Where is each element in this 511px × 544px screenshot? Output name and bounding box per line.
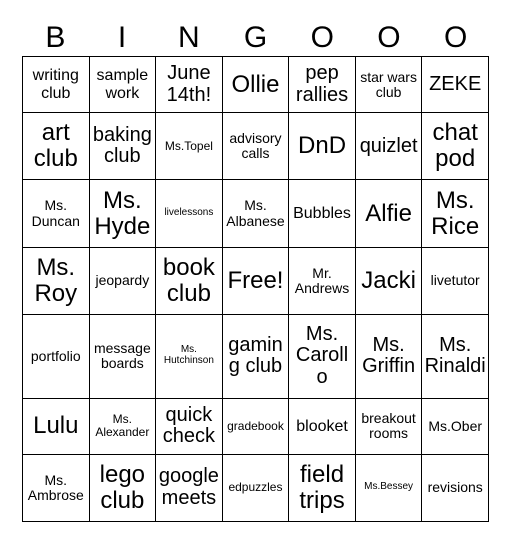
- bingo-cell: star wars club: [355, 57, 422, 113]
- bingo-cell: Ms. Hyde: [89, 180, 156, 247]
- board-row: [23, 113, 489, 180]
- header-letter-o-1: O: [310, 21, 334, 54]
- header-letter-n: N: [177, 21, 200, 54]
- bingo-cell: art club: [23, 113, 90, 180]
- bingo-cell: quick check: [156, 398, 223, 454]
- board-row: [23, 180, 489, 247]
- bingo-cell: blooket: [289, 398, 356, 454]
- bingo-cell: Mr. Andrews: [289, 247, 356, 314]
- header-letter-i: I: [117, 21, 127, 54]
- bingo-cell: sample work: [89, 57, 156, 113]
- bingo-cell: Lulu: [23, 398, 90, 454]
- bingo-cell: book club: [156, 247, 223, 314]
- bingo-cell: google meets: [156, 454, 223, 521]
- bingo-cell: Ms. Carollo: [289, 314, 356, 398]
- bingo-cell: field trips: [289, 454, 356, 521]
- bingo-cell: Ollie: [222, 57, 289, 113]
- bingo-cell: Ms. Rinaldi: [422, 314, 489, 398]
- bingo-cell: gradebook: [222, 398, 289, 454]
- bingo-cell: lego club: [89, 454, 156, 521]
- bingo-cell: DnD: [289, 113, 356, 180]
- header-letter-o-2: O: [377, 21, 401, 54]
- bingo-cell: Ms. Roy: [23, 247, 90, 314]
- board-row: [23, 314, 489, 398]
- bingo-cell: Ms. Ambrose: [23, 454, 90, 521]
- bingo-cell: Ms.Ober: [422, 398, 489, 454]
- bingo-cell: pep rallies: [289, 57, 356, 113]
- bingo-cell: writing club: [23, 57, 90, 113]
- bingo-cell: ZEKE: [422, 57, 489, 113]
- bingo-header: [22, 18, 489, 58]
- bingo-cell: message boards: [89, 314, 156, 398]
- bingo-cell free-space: Free!: [222, 247, 289, 314]
- bingo-cell: Ms.Topel: [156, 113, 223, 180]
- bingo-cell: quizlet: [355, 113, 422, 180]
- bingo-cell: breakout rooms: [355, 398, 422, 454]
- header-letter-b: B: [45, 21, 66, 54]
- bingo-cell: portfolio: [23, 314, 90, 398]
- bingo-board: [22, 56, 489, 522]
- bingo-cell: livetutor: [422, 247, 489, 314]
- bingo-cell: revisions: [422, 454, 489, 521]
- header-letter-o-3: O: [444, 21, 468, 54]
- bingo-cell: June 14th!: [156, 57, 223, 113]
- bingo-cell: advisory calls: [222, 113, 289, 180]
- board-row: [23, 454, 489, 521]
- bingo-cell: Ms. Alexander: [89, 398, 156, 454]
- bingo-cell: Ms. Hutchinson: [156, 314, 223, 398]
- header-letter-g: G: [243, 21, 268, 54]
- bingo-cell: baking club: [89, 113, 156, 180]
- bingo-cell: gaming club: [222, 314, 289, 398]
- bingo-cell: Ms. Duncan: [23, 180, 90, 247]
- bingo-cell: Ms. Griffin: [355, 314, 422, 398]
- bingo-cell: Ms.Bessey: [355, 454, 422, 521]
- bingo-cell: Alfie: [355, 180, 422, 247]
- bingo-cell: Jacki: [355, 247, 422, 314]
- bingo-cell: livelessons: [156, 180, 223, 247]
- board-row: [23, 398, 489, 454]
- bingo-cell: chat pod: [422, 113, 489, 180]
- bingo-cell: Ms. Albanese: [222, 180, 289, 247]
- board-row: [23, 57, 489, 113]
- board-row: [23, 247, 489, 314]
- bingo-cell: edpuzzles: [222, 454, 289, 521]
- bingo-cell: jeopardy: [89, 247, 156, 314]
- bingo-cell: Bubbles: [289, 180, 356, 247]
- bingo-cell: Ms. Rice: [422, 180, 489, 247]
